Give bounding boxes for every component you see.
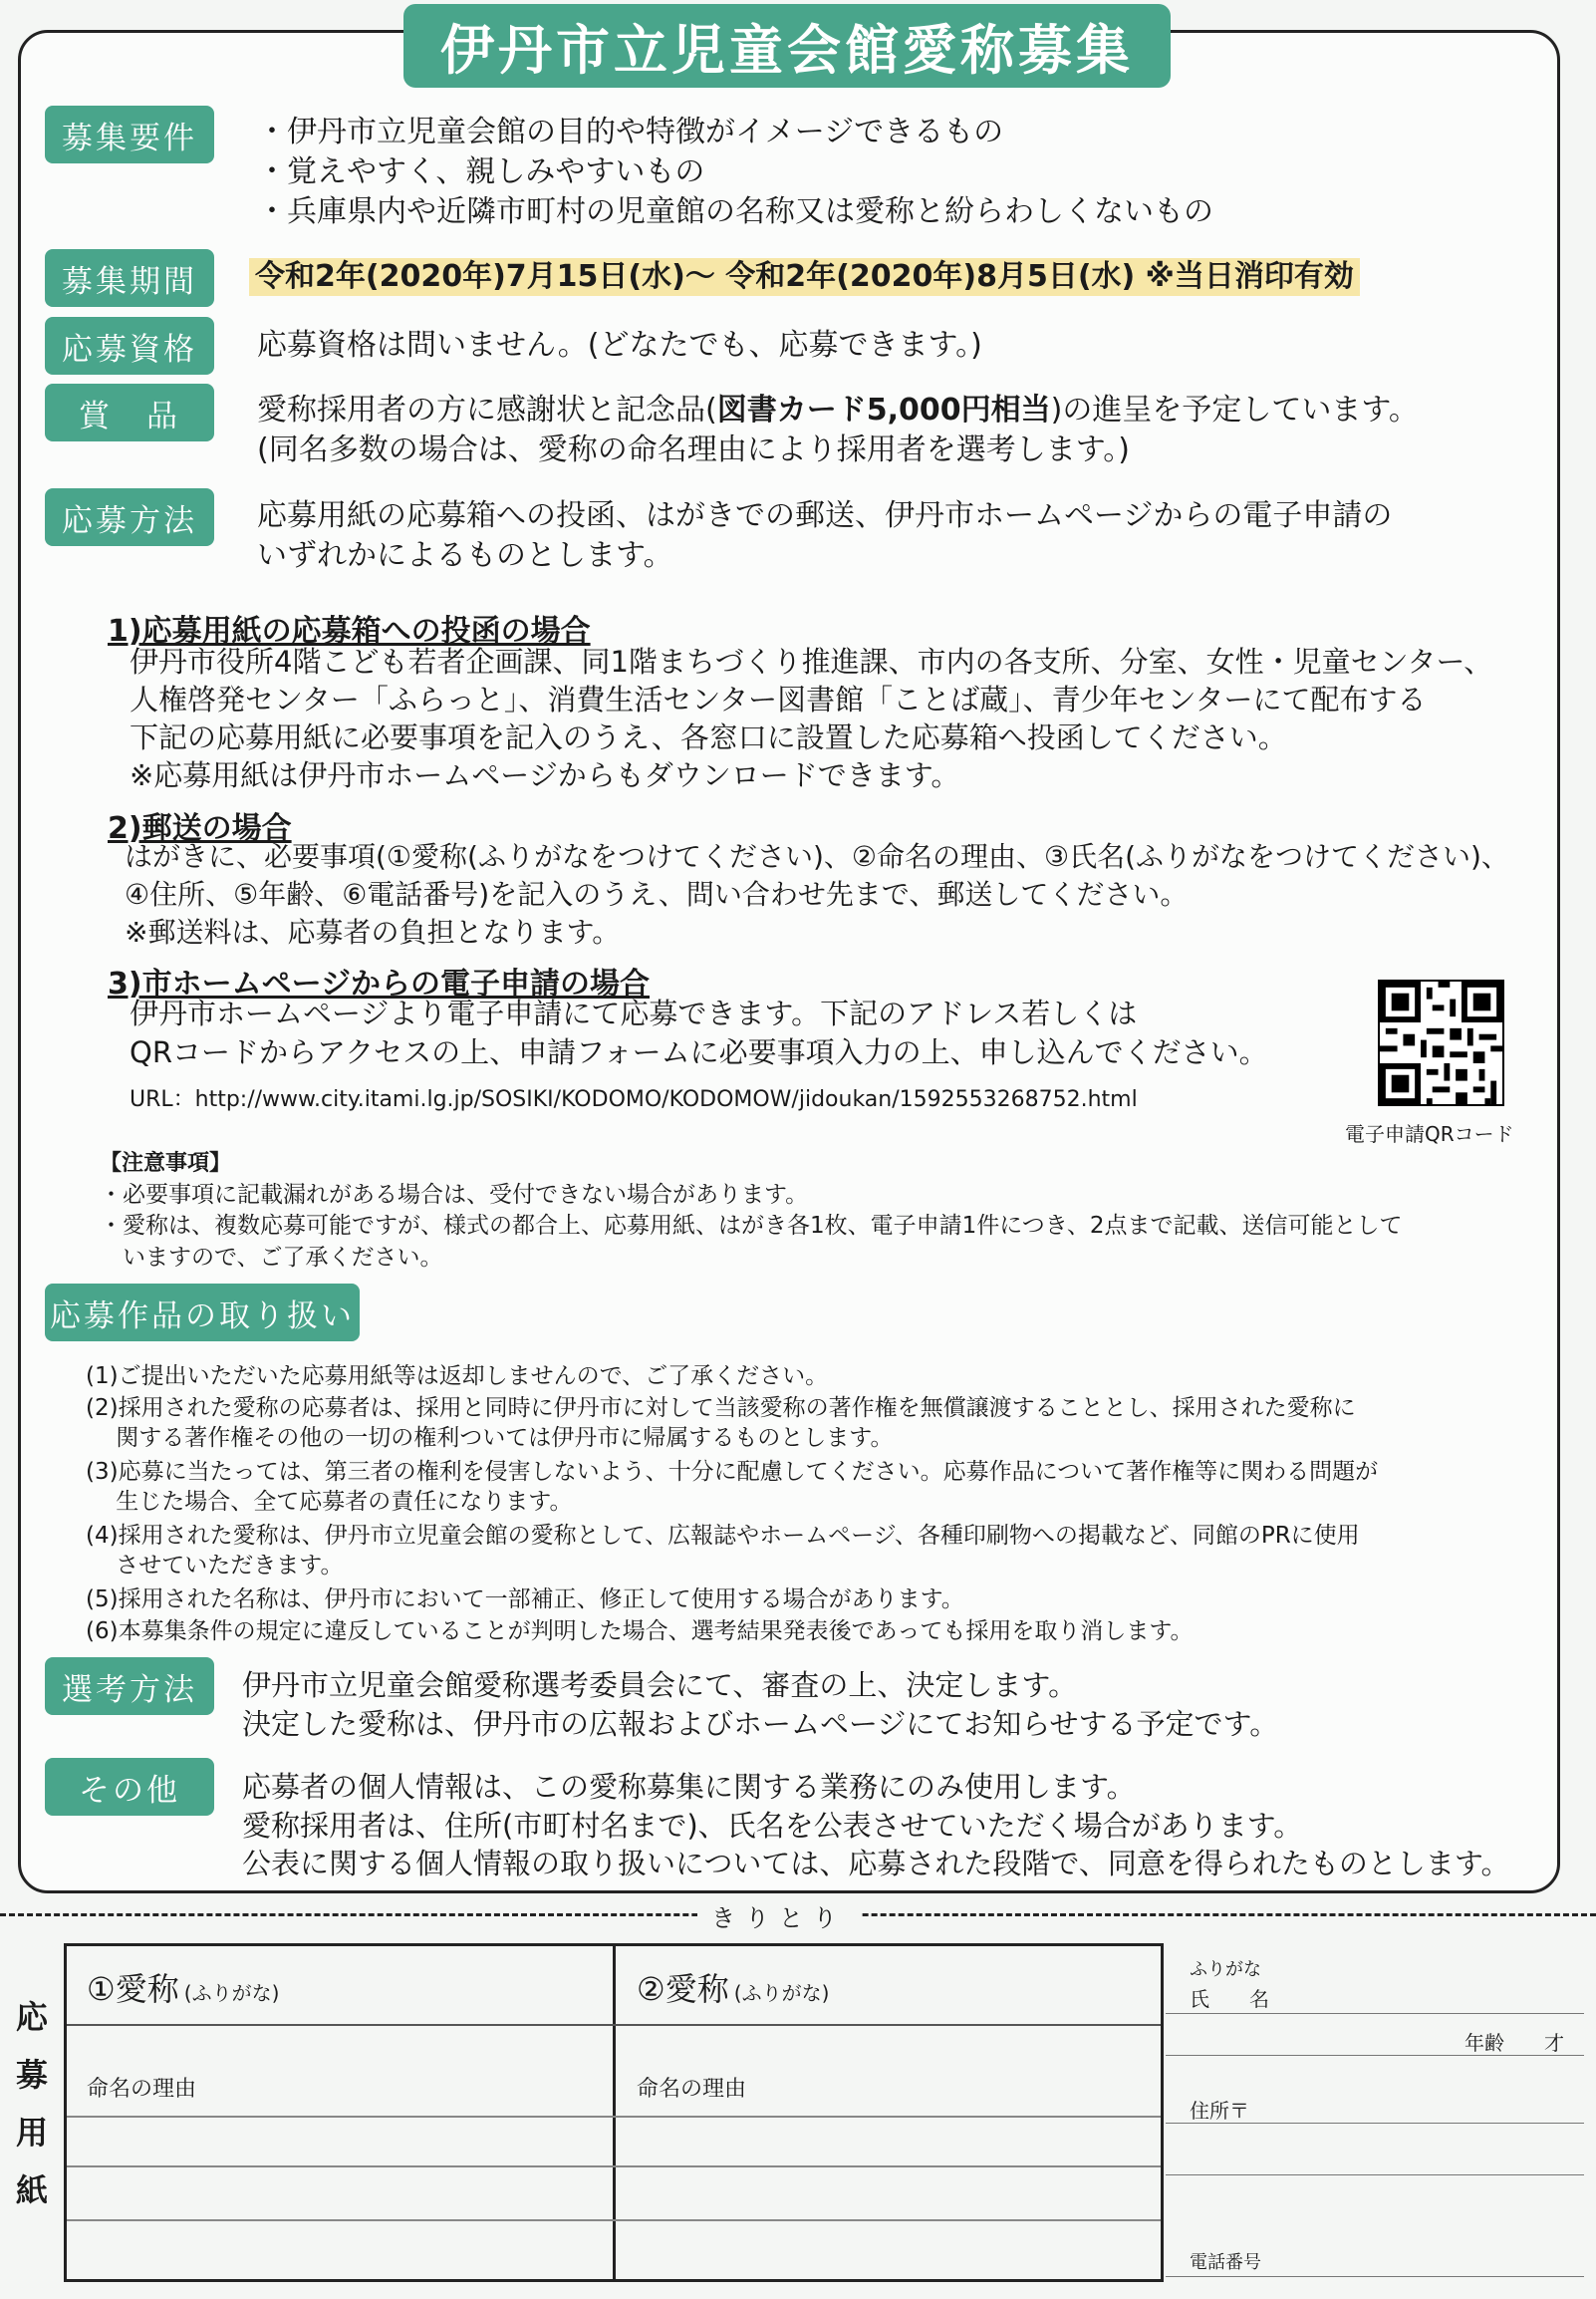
qr-caption: 電子申請QRコード (1345, 1122, 1514, 1146)
method-sub3-line: 伊丹市ホームページより電子申請にて応募できます。下記のアドレス若しくは (130, 997, 1138, 1030)
requirement-item: ・兵庫県内や近隣市町村の児童館の名称又は愛称と紛らわしくないもの (257, 194, 1213, 229)
requirement-item: ・覚えやすく、親しみやすいもの (257, 154, 705, 189)
form-rule (67, 2024, 1161, 2026)
phone-line[interactable] (1166, 2276, 1584, 2277)
form-rule (67, 2116, 1161, 2118)
selection-line: 決定した愛称は、伊丹市の広報およびホームページにてお知らせする予定です。 (242, 1707, 1279, 1741)
application-url[interactable]: URL：http://www.city.itami.lg.jp/SOSIKI/KODOMO/KODOMOW/jidoukan/1592553268752.html (130, 1087, 1138, 1112)
other-line: 愛称採用者は、住所(市町村名まで)、氏名を公表させていただく場合があります。 (242, 1809, 1303, 1843)
period-text: 令和2年(2020年)7月15日(水)～ 令和2年(2020年)8月5日(水) ※当日消印有効 (249, 258, 1360, 296)
notes-line: いますので、ご了承ください。 (100, 1245, 443, 1271)
furigana-hint: (ふりがな) (183, 1981, 280, 2005)
requirements-label: 募集要件 (45, 106, 214, 163)
reason2-label: 命名の理由 (637, 2077, 747, 2102)
other-label: その他 (45, 1758, 214, 1816)
selection-line: 伊丹市立児童会館愛称選考委員会にて、審査の上、決定します。 (242, 1668, 1078, 1702)
method-sub3-heading: 3)市ホームページからの電子申請の場合 (108, 967, 650, 1002)
prize-line-1: 愛称採用者の方に感謝状と記念品(図書カード5,000円相当)の進呈を予定しています。 (257, 393, 1419, 428)
method-sub1-line: ※応募用紙は伊丹市ホームページからもダウンロードできます。 (130, 758, 960, 792)
name-label: 氏 名 (1190, 1987, 1269, 2011)
other-line: 公表に関する個人情報の取り扱いについては、応募された段階で、同意を得られたものとします。 (242, 1847, 1510, 1880)
requirement-item: ・伊丹市立児童会館の目的や特徴がイメージできるもの (257, 115, 1004, 149)
handling-line: (5)採用された名称は、伊丹市において一部補正、修正して使用する場合があります。 (86, 1586, 964, 1612)
handling-line: 生じた場合、全て応募者の責任になります。 (86, 1489, 573, 1515)
qr-code-icon (1378, 980, 1504, 1106)
handling-line: (3)応募に当たっては、第三者の権利を侵害しないよう、十分に配慮してください。応募作品について著作権等に関わる問題が (86, 1459, 1379, 1485)
method-sub2-line: ※郵送料は、応募者の負担となります。 (125, 916, 621, 949)
cut-label: きりとり (697, 1898, 861, 1933)
nickname1-field[interactable] (87, 1964, 279, 2010)
method-sub1-heading: 1)応募用紙の応募箱への投函の場合 (108, 614, 591, 649)
period-label: 募集期間 (45, 249, 214, 307)
other-line: 応募者の個人情報は、この愛称募集に関する業務にのみ使用します。 (242, 1770, 1136, 1804)
notes-heading: 【注意事項】 (100, 1151, 232, 1176)
eligibility-label: 応募資格 (45, 317, 214, 375)
address-line[interactable] (1166, 2123, 1584, 2124)
handling-line: (2)採用された愛称の応募者は、採用と同時に伊丹市に対して当該愛称の著作権を無償譲渡することとし、採用された愛称に (86, 1395, 1356, 1421)
handling-label: 応募作品の取り扱い (45, 1284, 360, 1341)
prize-label: 賞 品 (45, 384, 214, 441)
method-sub2-line: ④住所、⑤年齢、⑥電話番号)を記入のうえ、問い合わせ先まで、郵送してください。 (125, 878, 1189, 911)
name-furigana-label: ふりがな (1190, 1959, 1261, 1980)
form-rule (67, 2165, 1161, 2167)
notes-line: ・必要事項に記載漏れがある場合は、受付できない場合があります。 (100, 1182, 809, 1208)
nickname1-label: ①愛称 (87, 1970, 179, 2008)
method-sub1-line: 伊丹市役所4階こども若者企画課、同1階まちづくり推進課、市内の各支所、分室、女性・児童センター、 (130, 645, 1493, 679)
handling-line: (6)本募集条件の規定に違反していることが判明した場合、選考結果発表後であっても採用を取り消します。 (86, 1618, 1194, 1644)
age-label: 年齢 才 (1464, 2031, 1564, 2055)
address-line[interactable] (1166, 2174, 1584, 2175)
form-rule (67, 2219, 1161, 2221)
handling-line: させていただきます。 (86, 1553, 344, 1579)
handling-line: (1)ご提出いただいた応募用紙等は返却しませんので、ご了承ください。 (86, 1363, 829, 1389)
method-intro: 応募用紙の応募箱への投函、はがきでの郵送、伊丹市ホームページからの電子申請の (257, 498, 1393, 533)
application-form (64, 1943, 1164, 2282)
page-title: 伊丹市立児童会館愛称募集 (403, 4, 1171, 88)
applicant-info (1166, 1943, 1584, 2282)
reason1-label: 命名の理由 (87, 2077, 197, 2102)
handling-line: (4)採用された愛称は、伊丹市立児童会館の愛称として、広報誌やホームページ、各種印刷物への掲載など、同館のPRに使用 (86, 1523, 1360, 1549)
method-sub2-heading: 2)郵送の場合 (108, 811, 292, 846)
method-sub3-line: QRコードからアクセスの上、申請フォームに必要事項入力の上、申し込んでください。 (130, 1035, 1268, 1069)
nickname2-label: ②愛称 (637, 1970, 729, 2008)
nickname2-field[interactable] (637, 1964, 829, 2010)
prize-line-2: (同名多数の場合は、愛称の命名理由により採用者を選考します。) (257, 432, 1131, 467)
notes-line: ・愛称は、複数応募可能ですが、様式の都合上、応募用紙、はがき各1枚、電子申請1件につき、2点まで記載、送信可能として (100, 1213, 1403, 1239)
address-label: 住所〒 (1190, 2099, 1249, 2123)
method-label: 応募方法 (45, 488, 214, 546)
handling-line: 関する著作権その他の一切の権利ついては伊丹市に帰属するものとします。 (86, 1425, 894, 1451)
method-sub1-line: 下記の応募用紙に必要事項を記入のうえ、各窓口に設置した応募箱へ投函してください。 (130, 720, 1287, 754)
furigana-hint: (ふりがな) (733, 1981, 830, 2005)
form-vertical-title: 応 募 用 紙 (15, 1998, 48, 2209)
name-line[interactable] (1166, 2013, 1584, 2014)
phone-label: 電話番号 (1190, 2252, 1261, 2273)
method-sub2-line: はがきに、必要事項(①愛称(ふりがなをつけてください)、②命名の理由、③氏名(ふりがなをつけてください)、 (125, 840, 1509, 873)
form-column-divider (613, 1946, 616, 2279)
eligibility-text: 応募資格は問いません。(どなたでも、応募できます。) (257, 328, 982, 363)
method-sub1-line: 人権啓発センター「ふらっと」、消費生活センター図書館「ことば蔵」、青少年センターにて配布する (130, 683, 1427, 717)
age-line[interactable] (1166, 2055, 1584, 2056)
method-intro: いずれかによるものとします。 (257, 538, 673, 573)
selection-label: 選考方法 (45, 1657, 214, 1715)
